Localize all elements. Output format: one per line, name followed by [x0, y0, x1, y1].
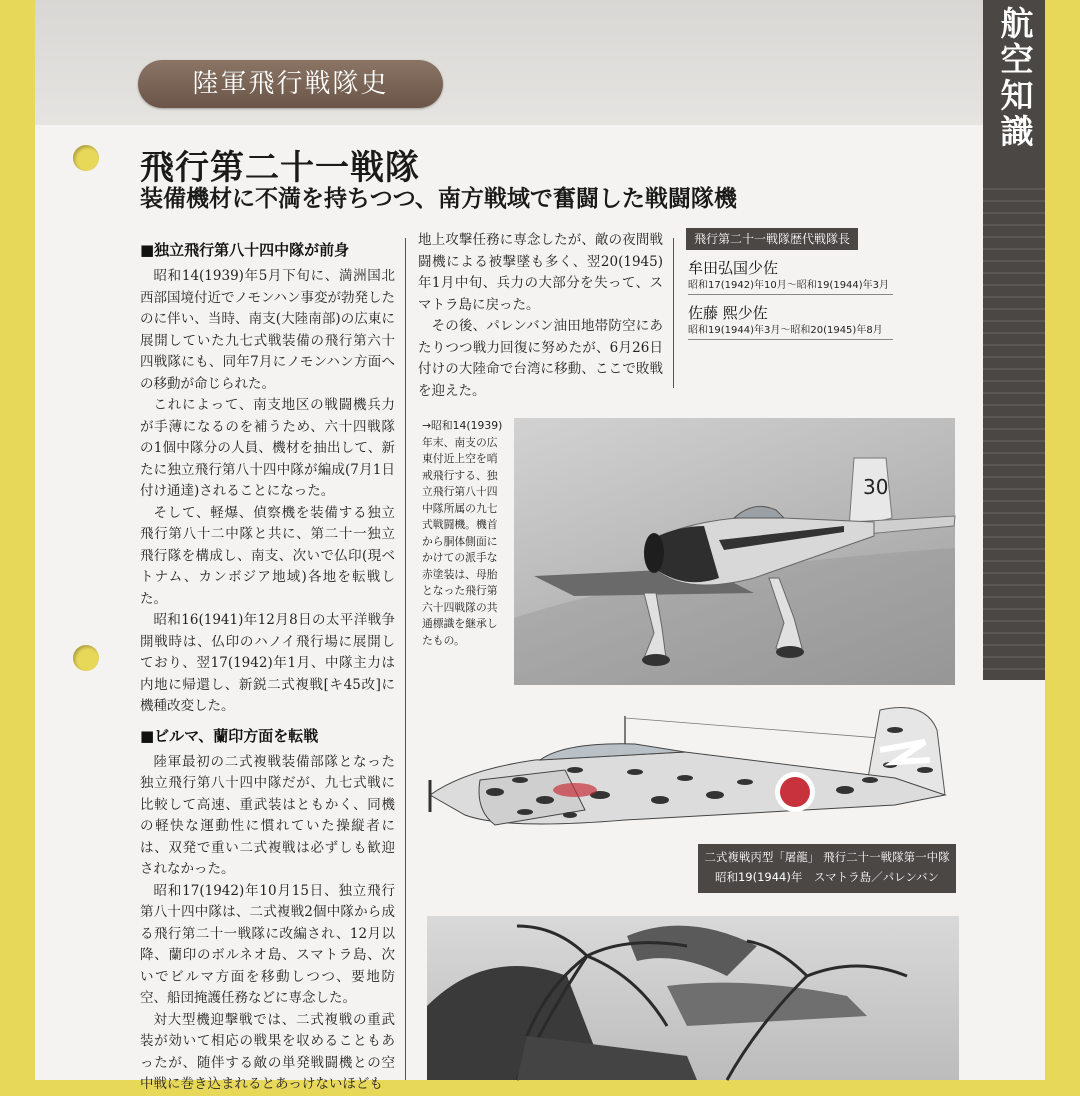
series-banner	[138, 60, 443, 108]
section-tab-label: 航空知識	[1000, 4, 1034, 151]
paragraph: 昭和14(1939)年5月下旬に、満洲国北西部国境付近でノモンハン事変が勃発したのに伴い、当時、南支(大陸南部)の広東に展開していた九七式戦装備の飛行第六十四戦隊にも、同年7月にノモンハン方面への移動が命じられた。	[140, 268, 396, 392]
commander-name: 佐藤 熙少佐	[688, 304, 768, 322]
commanders-label: 飛行第二十一戦隊歴代戦隊長	[686, 228, 858, 250]
text-column-2	[418, 230, 663, 402]
commander-name: 牟田弘国少佐	[688, 259, 779, 277]
commander-dates: 昭和17(1942)年10月～昭和19(1944)年3月	[688, 280, 890, 291]
column-divider	[405, 238, 406, 1080]
magazine-page	[35, 0, 1045, 1092]
paragraph: 陸軍最初の二式複戦装備部隊となった独立飛行第八十四中隊だが、九七式戦に比較して高速、重武装はともかく、同機の軽快な運動性に慣れていた操縦者には、双発で重い二式複戦は必ずしも歓迎されなかった。	[140, 753, 395, 877]
article-title: 飛行第二十一戦隊	[140, 148, 420, 188]
commander-entry	[688, 303, 893, 340]
paragraph: そして、軽爆、偵察機を装備する独立飛行第八十二中隊と共に、第二十一独立飛行隊を構成し、南支、次いで仏印(現ベトナム、カンボジア地域)各地を転戦した。	[140, 504, 395, 607]
binder-hole	[73, 645, 99, 671]
palm-photo-drawing	[427, 916, 959, 1080]
ki45-profile-drawing	[425, 700, 950, 840]
paragraph: 地上攻撃任務に専念したが、敵の夜間戦闘機による被撃墜も多く、翌20(1945)年1月中旬、兵力の大部分を失って、スマトラ島に戻った。	[418, 232, 663, 313]
illustration-caption	[698, 844, 956, 893]
article-subtitle: 装備機材に不満を持ちつつ、南方戦域で奮闘した戦闘隊機	[140, 185, 737, 212]
binder-hole	[73, 145, 99, 171]
commander-dates: 昭和19(1944)年3月～昭和20(1945)年8月	[688, 325, 883, 336]
section-heading: ■独立飛行第八十四中隊が前身	[140, 241, 350, 259]
commander-entry	[688, 258, 893, 295]
tail-number: 30	[863, 475, 889, 499]
photo-palm-aircraft	[427, 916, 959, 1080]
section-tab-stripes	[983, 180, 1045, 680]
paragraph: 対大型機迎撃戦では、二式複戦の重武装が効いて相応の戦果を収めることもあったが、随伴する敵の単発戦闘機との空中戦に巻き込まれるとあっけないほども	[140, 1011, 395, 1092]
illustration-ki45	[425, 700, 950, 840]
paragraph: これによって、南支地区の戦闘機兵力が手薄になるのを補うため、六十四戦隊の1個中隊分の人員、機材を抽出して、新たに独立飛行第八十四中隊が編成(7月1日付け通達)されることになった。	[140, 397, 395, 499]
column-divider	[673, 238, 674, 388]
paragraph: 昭和17(1942)年10月15日、独立飛行第八十四中隊は、二式複戦2個中隊から成る飛行第二十一戦隊に改編され、12月以降、蘭印のボルネオ島、スマトラ島、次いでビルマ方面を移動しつつ、要地防空、船団掩護任務などに専念した。	[140, 882, 395, 1006]
section-heading: ■ビルマ、蘭印方面を転戦	[140, 726, 319, 745]
photo-type97-fighter	[514, 418, 955, 685]
fighter-photo-drawing	[514, 418, 955, 685]
text-column-1	[140, 238, 395, 1096]
photo-caption: →昭和14(1939)年末、南支の広東付近上空を哨戒飛行する、独立飛行第八十四中隊所属の九七式戦闘機。機首から胴体側面にかけての派手な赤塗装は、母胎となった飛行第六十四戦隊の共通標識を継承したもの。	[422, 419, 503, 647]
illustration-caption-line: 昭和19(1944)年 スマトラ島／パレンバン	[714, 870, 940, 884]
paragraph: 昭和16(1941)年12月8日の太平洋戦争開戦時は、仏印のハノイ飛行場に展開しており、翌17(1942)年1月、中隊主力は内地に帰還し、新鋭二式複戦[キ45改]に機種改変した。	[140, 612, 395, 714]
paragraph: その後、パレンバン油田地帯防空にあたりつつ戦力回復に努めたが、6月26日付けの大陸命で台湾に移動、ここで敗戦を迎えた。	[418, 318, 663, 399]
series-banner-label: 陸軍飛行戦隊史	[192, 69, 389, 99]
illustration-caption-line: 二式複戦丙型「屠龍」 飛行二十一戦隊第一中隊	[704, 850, 950, 864]
